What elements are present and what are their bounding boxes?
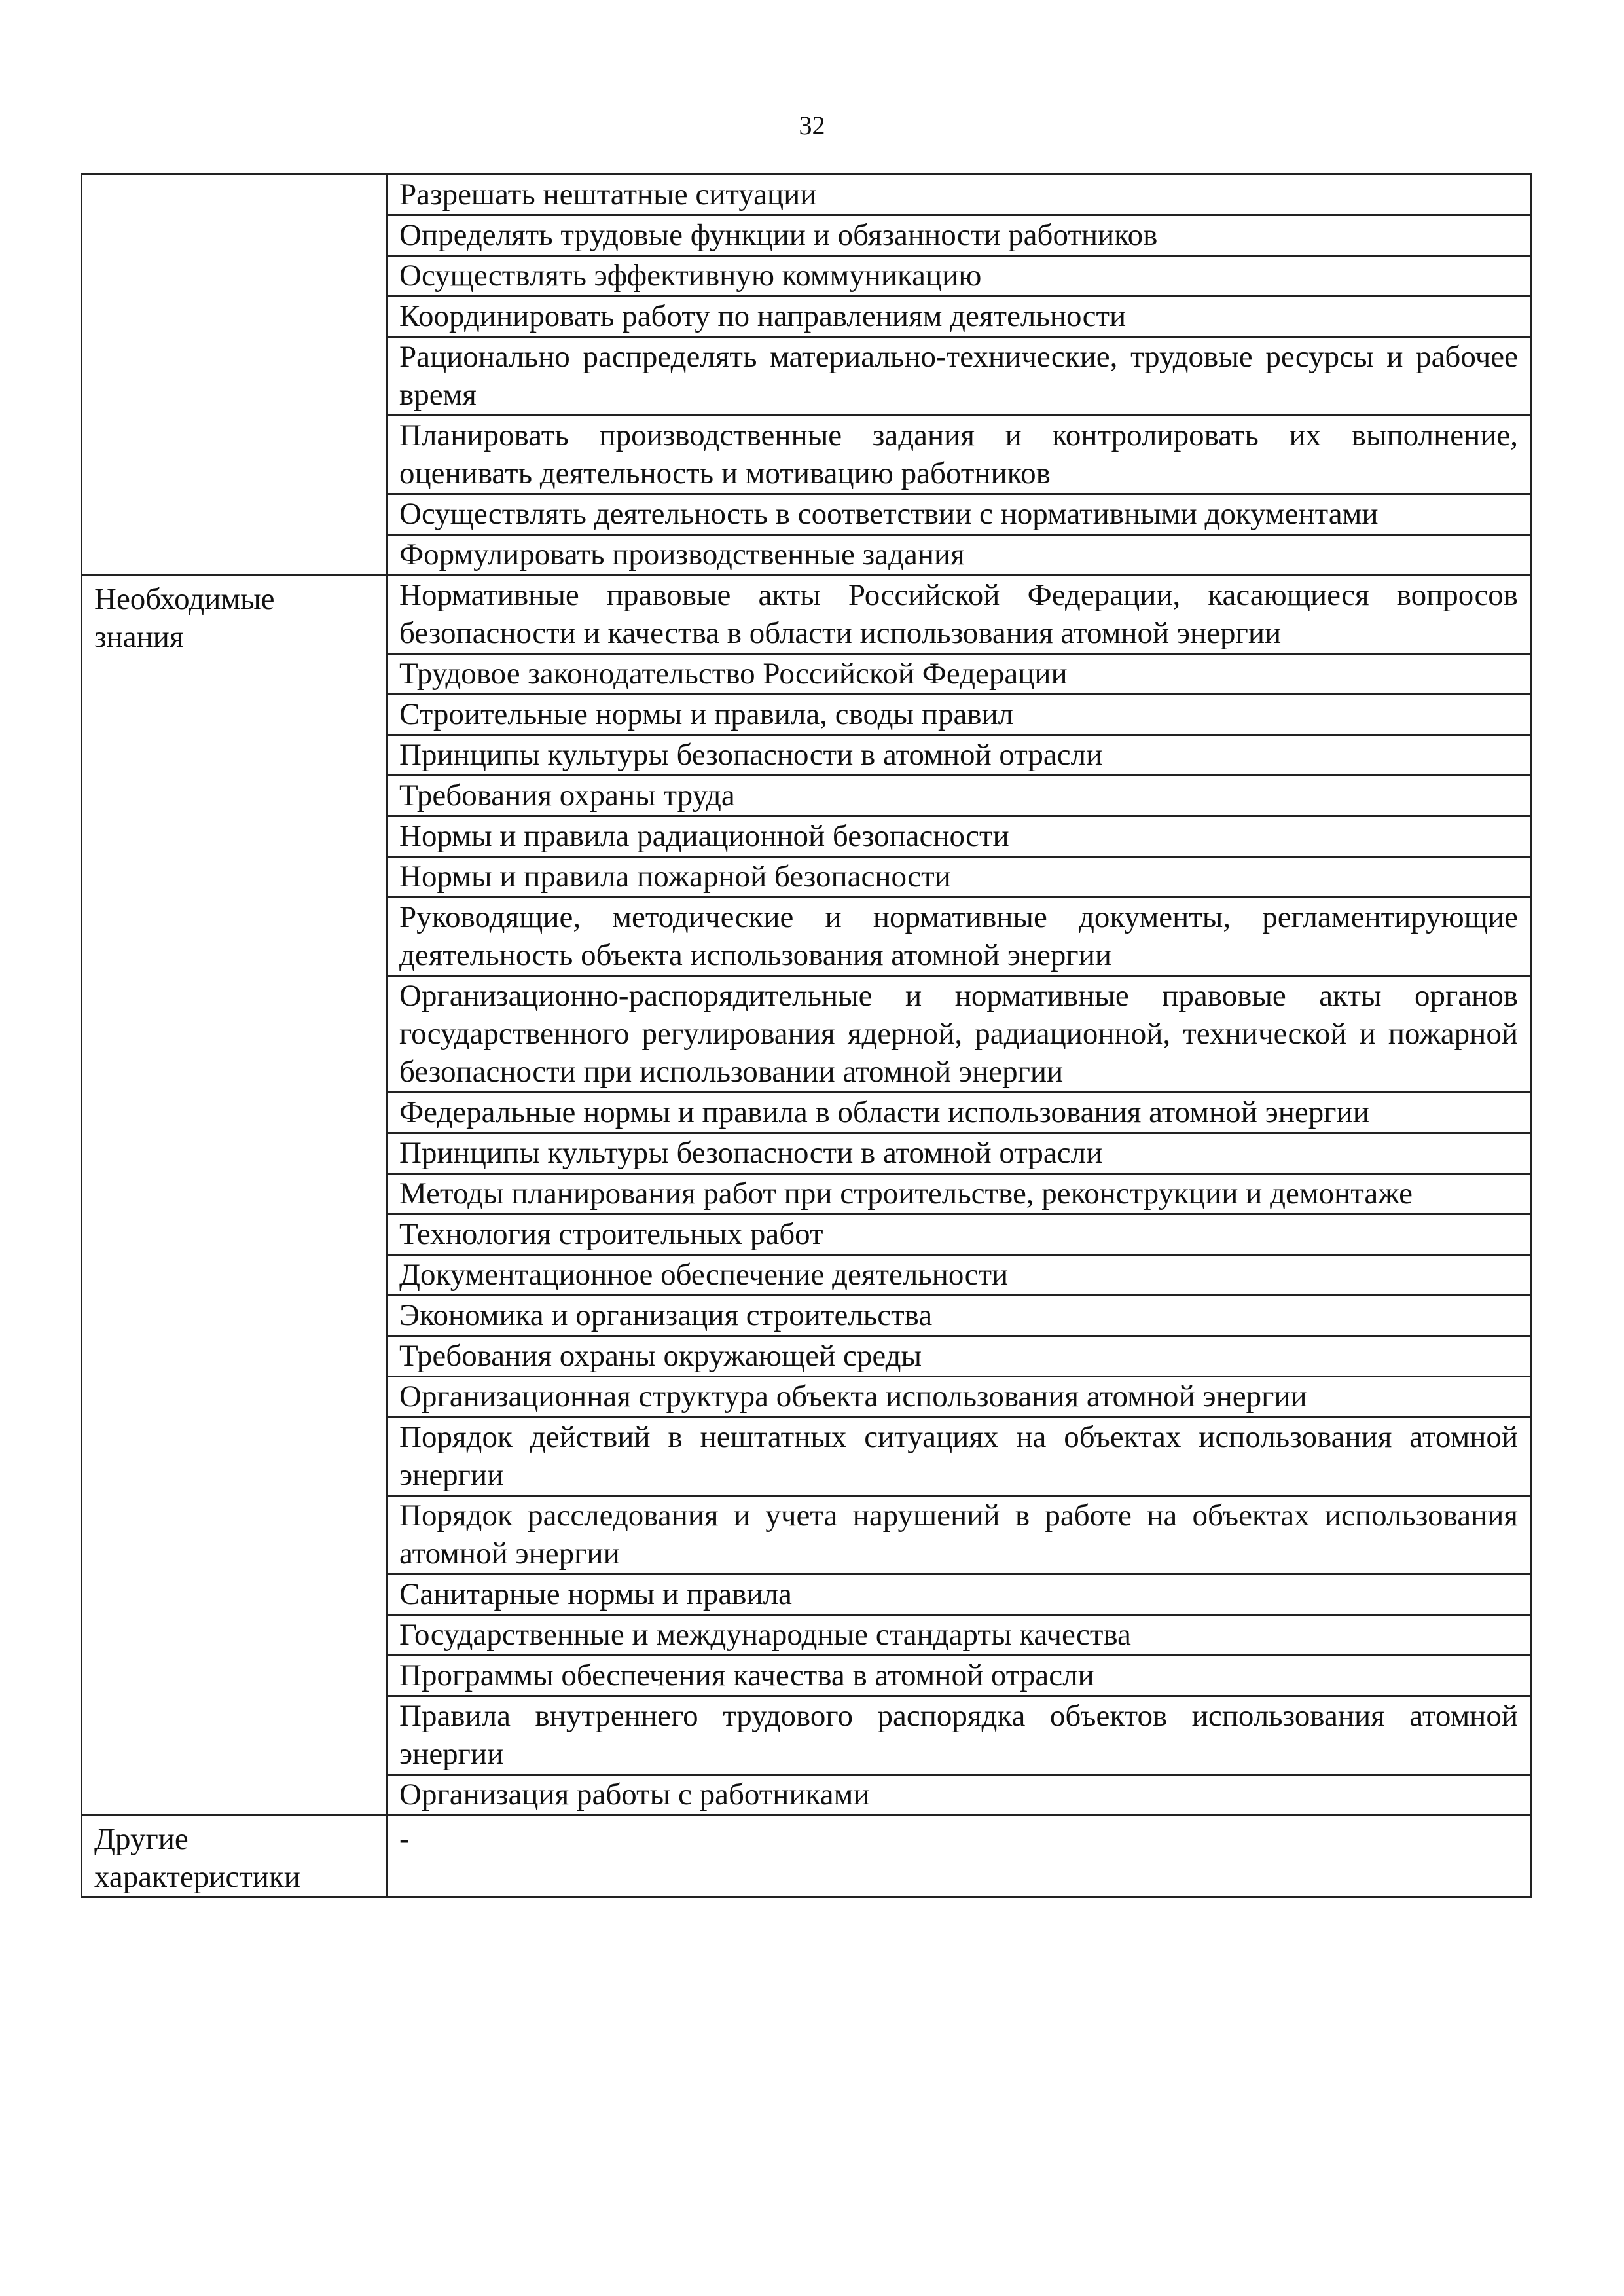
knowledge-cell (387, 1775, 1531, 1815)
knowledge-item: Методы планирования работ при строительстве, реконструкции и демонтаже (399, 1176, 1413, 1211)
knowledge-cell (387, 1093, 1531, 1133)
knowledge-label (82, 576, 386, 656)
knowledge-item: Нормативные правовые акты Российской Федерации, касающиеся вопросов безопасности и качества в области использования атомной энергии (399, 578, 1518, 650)
knowledge-cell (387, 1696, 1531, 1775)
knowledge-item: Порядок расследования и учета нарушений в работе на объектах использования атомной энергии (399, 1499, 1518, 1571)
knowledge-item: Санитарные нормы и правила (399, 1577, 792, 1611)
knowledge-item: Документационное обеспечение деятельности (399, 1258, 1009, 1292)
knowledge-item: Требования охраны труда (399, 778, 735, 812)
knowledge-item: Правила внутреннего трудового распорядка объектов использования атомной энергии (399, 1699, 1518, 1771)
knowledge-cell (387, 1296, 1531, 1336)
other-label-line2: характеристики (94, 1860, 300, 1894)
knowledge-cell (387, 1214, 1531, 1255)
other-label-line1: Другие (94, 1822, 189, 1856)
knowledge-cell (387, 1133, 1531, 1174)
table-row (82, 575, 1531, 654)
other-label-cell (82, 1815, 387, 1897)
knowledge-item: Руководящие, методические и нормативные документы, регламентирующие деятельность объекта использования атомной энергии (399, 900, 1518, 972)
skill-item: Формулировать производственные задания (399, 538, 965, 572)
knowledge-item: Государственные и международные стандарты качества (399, 1618, 1131, 1652)
skill-cell (387, 256, 1531, 297)
knowledge-cell (387, 1575, 1531, 1615)
knowledge-item: Нормы и правила радиационной безопасности (399, 819, 1009, 853)
knowledge-item: Требования охраны окружающей среды (399, 1339, 922, 1373)
knowledge-cell (387, 976, 1531, 1093)
knowledge-cell (387, 1417, 1531, 1496)
knowledge-cell (387, 1336, 1531, 1377)
skill-item: Осуществлять эффективную коммуникацию (399, 259, 982, 293)
knowledge-cell (387, 695, 1531, 735)
characteristics-table (81, 173, 1532, 1898)
knowledge-cell (387, 1496, 1531, 1575)
table-row (82, 1815, 1531, 1897)
knowledge-cell (387, 776, 1531, 816)
knowledge-item: Принципы культуры безопасности в атомной отрасли (399, 738, 1103, 772)
skill-cell (387, 175, 1531, 215)
knowledge-item: Организационная структура объекта использования атомной энергии (399, 1379, 1307, 1413)
knowledge-cell (387, 575, 1531, 654)
table-row (82, 175, 1531, 215)
skill-cell (387, 297, 1531, 337)
knowledge-item: Организационно-распорядительные и нормативные правовые акты органов государственного регулирования ядерной, радиационной, технической и пожарной безопасности при использовании атомной энергии (399, 979, 1518, 1089)
knowledge-cell (387, 654, 1531, 695)
skill-item: Рационально распределять материально-технические, трудовые ресурсы и рабочее время (399, 340, 1518, 412)
skill-cell (387, 416, 1531, 494)
knowledge-cell (387, 1377, 1531, 1417)
skills-label-cell (82, 175, 387, 575)
knowledge-item: Трудовое законодательство Российской Федерации (399, 657, 1068, 691)
skill-cell (387, 494, 1531, 535)
knowledge-cell (387, 735, 1531, 776)
skills-label (82, 175, 386, 179)
skill-item: Определять трудовые функции и обязанности работников (399, 218, 1158, 252)
knowledge-item: Организация работы с работниками (399, 1777, 870, 1812)
knowledge-cell (387, 1174, 1531, 1214)
knowledge-item: Принципы культуры безопасности в атомной отрасли (399, 1136, 1103, 1170)
skill-cell (387, 535, 1531, 575)
knowledge-label-line1: Необходимые (94, 582, 275, 616)
knowledge-item: Программы обеспечения качества в атомной отрасли (399, 1658, 1094, 1692)
knowledge-item: Строительные нормы и правила, своды правил (399, 697, 1014, 731)
skill-item: Разрешать нештатные ситуации (399, 177, 817, 211)
knowledge-cell (387, 857, 1531, 898)
skill-item: Планировать производственные задания и контролировать их выполнение, оценивать деятельность и мотивацию работников (399, 418, 1518, 490)
knowledge-label-line2: знания (94, 620, 184, 654)
knowledge-cell (387, 816, 1531, 857)
knowledge-item: Порядок действий в нештатных ситуациях на объектах использования атомной энергии (399, 1420, 1518, 1492)
knowledge-cell (387, 898, 1531, 976)
skill-cell (387, 215, 1531, 256)
knowledge-cell (387, 1656, 1531, 1696)
other-label (82, 1816, 386, 1896)
page-number: 32 (799, 111, 825, 140)
other-value-cell (387, 1815, 1531, 1897)
knowledge-label-cell (82, 575, 387, 1815)
knowledge-item: Экономика и организация строительства (399, 1298, 933, 1332)
other-value: - (399, 1822, 410, 1856)
knowledge-item: Федеральные нормы и правила в области использования атомной энергии (399, 1095, 1369, 1129)
skill-item: Координировать работу по направлениям деятельности (399, 299, 1127, 333)
skill-cell (387, 337, 1531, 416)
knowledge-item: Нормы и правила пожарной безопасности (399, 860, 951, 894)
knowledge-cell (387, 1615, 1531, 1656)
skill-item: Осуществлять деятельность в соответствии с нормативными документами (399, 497, 1379, 531)
knowledge-cell (387, 1255, 1531, 1296)
knowledge-item: Технология строительных работ (399, 1217, 823, 1251)
